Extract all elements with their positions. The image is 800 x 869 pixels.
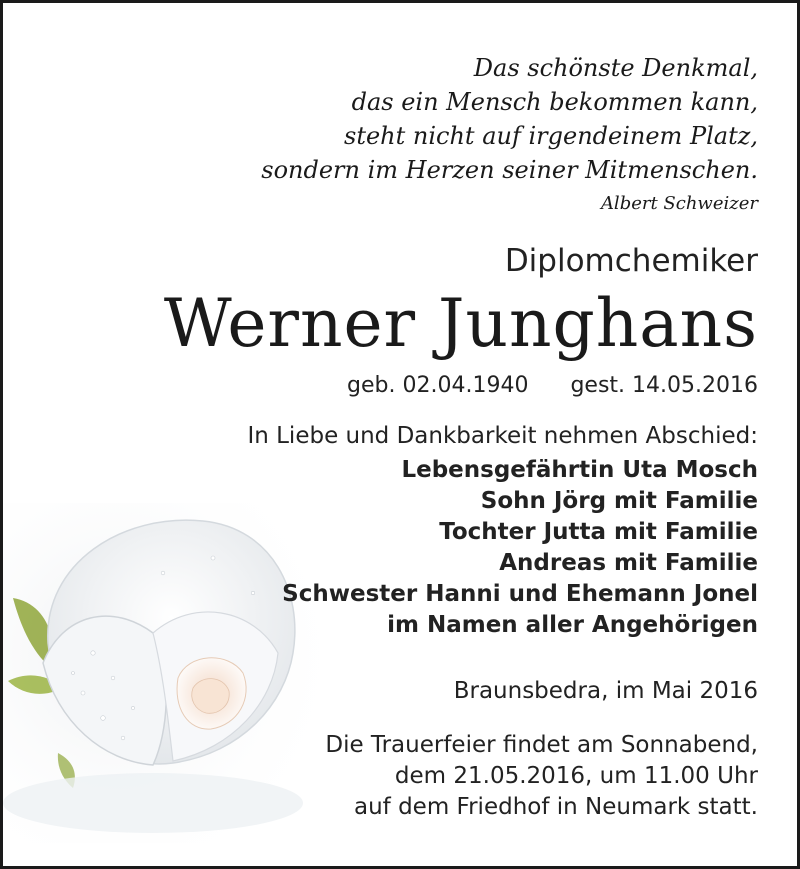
mourner-name: im Namen aller Angehörigen — [387, 612, 758, 638]
quote-line-1: Das schönste Denkmal, — [473, 54, 758, 82]
mourner-name: Sohn Jörg mit Familie — [480, 488, 758, 514]
funeral-line: auf dem Friedhof in Neumark statt. — [354, 794, 758, 820]
mourner-name: Schwester Hanni und Ehemann Jonel — [282, 581, 758, 607]
quote-line-3: steht nicht auf irgendeinem Platz, — [344, 122, 758, 150]
death-date: gest. 14.05.2016 — [570, 373, 758, 398]
life-dates — [347, 373, 758, 398]
place-date: Braunsbedra, im Mai 2016 — [453, 678, 758, 704]
quote-author: Albert Schweizer — [600, 193, 758, 214]
funeral-info — [325, 730, 758, 823]
funeral-line: Die Trauerfeier findet am Sonnabend, — [325, 732, 758, 758]
quote-line-2: das ein Mensch bekommen kann, — [351, 88, 758, 116]
funeral-line: dem 21.05.2016, um 11.00 Uhr — [394, 763, 758, 789]
mourners-intro: In Liebe und Dankbarkeit nehmen Abschied: — [247, 423, 758, 449]
mourner-name: Tochter Jutta mit Familie — [439, 519, 758, 545]
mourner-name: Lebensgefährtin Uta Mosch — [401, 457, 758, 483]
deceased-title: Diplomchemiker — [504, 243, 758, 279]
deceased-name: Werner Junghans — [163, 285, 758, 362]
mourner-name: Andreas mit Familie — [499, 550, 758, 576]
quote-line-4: sondern im Herzen seiner Mitmenschen. — [261, 156, 758, 184]
mourners-list — [282, 455, 758, 641]
birth-date: geb. 02.04.1940 — [347, 373, 529, 398]
